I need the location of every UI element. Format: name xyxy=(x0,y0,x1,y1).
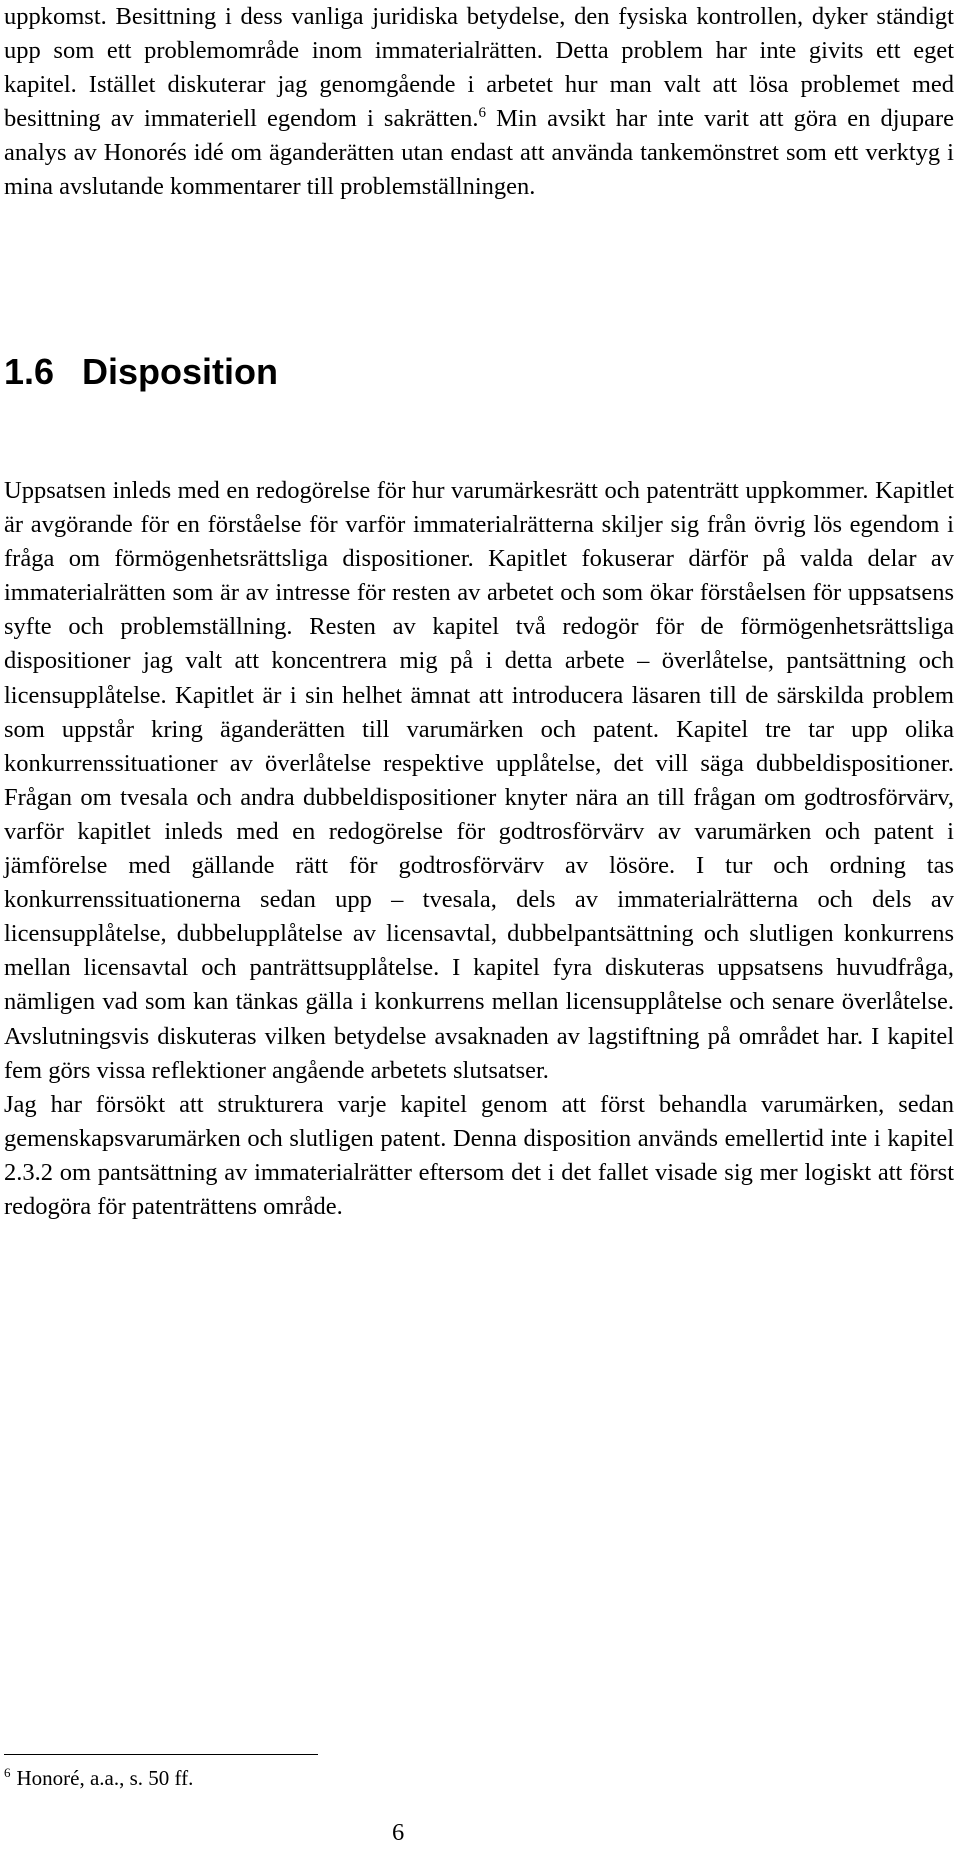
section-number: 1.6 xyxy=(4,351,55,392)
paragraph-intro-text-b: Min avsikt har inte varit att göra en djupare analys av Honorés idé om äganderätten utan endast att använda tankemönstret som ett verktyg i mina avslutande kommentarer till problemställningen. xyxy=(4,105,954,201)
section-heading xyxy=(4,350,278,394)
section-title: Disposition xyxy=(82,351,278,392)
page-number: 6 xyxy=(392,1819,405,1846)
footnote xyxy=(4,1764,193,1792)
footnote-divider xyxy=(4,1754,318,1755)
paragraph-intro-text-a: uppkomst. Besittning i dess vanliga juridiska betydelse, den fysiska kontrollen, dyker ständigt upp som ett problemområde inom immaterialrätten. Detta problem har inte givits ett eget kapitel. Istället diskuterar jag genomgående i arbetet hur man valt att lösa problemet med besittning av immateriell egendom i sakrätten. xyxy=(4,3,954,133)
footnote-text: Honoré, a.a., s. 50 ff. xyxy=(16,1766,194,1790)
paragraph-disposition: Uppsatsen inleds med en redogörelse för hur varumärkesrätt och patenträtt uppkommer. Kapitlet är avgörande för en förståelse för varför immaterialrätterna skiljer sig från övrig lös egendom i fråga om förmögenhetsrättsliga dispositioner. Kapitlet fokuserar därför på valda delar av immaterialrätten som är av intresse för resten av arbetet och som ökar förståelsen för uppsatsens syfte och problemställning. Resten av kapitel två redogör för de förmögenhetsrättsliga dispositioner jag valt att koncentrera mig på i detta arbete – överlåtelse, pantsättning och licensupplåtelse. Kapitlet är i sin helhet ämnat att introducera läsaren till de särskilda problem som uppstår kring äganderätten till varumärken och patent. Kapitel tre tar upp olika konkurrenssituationer av överlåtelse respektive upplåtelse, det vill säga dubbeldispositioner. Frågan om tvesala och andra dubbeldispositioner knyter nära an till frågan om godtrosförvärv, varför kapitlet inleds med en redogörelse för godtrosförvärv av varumärken och patent i jämförelse med gällande rätt för godtrosförvärv av lösöre. I tur och ordning tas konkurrenssituationerna sedan upp – tvesala, dels av immaterialrätterna och dels av licensupplåtelse, dubbelupplåtelse av licensavtal, dubbelpantsättning och slutligen konkurrens mellan licensavtal och panträttsupplåtelse. I kapitel fyra diskuteras uppsatsens huvudfråga, nämligen vad som kan tänkas gälla i konkurrens mellan licensupplåtelse och senare överlåtelse. Avslutningsvis diskuteras vilken betydelse avsaknaden av lagstiftning på området har. I kapitel fem görs vissa reflektioner angående arbetets slutsatser. xyxy=(4,477,954,1084)
footnote-marker: 6 xyxy=(4,1765,11,1780)
paragraph-intro xyxy=(4,0,954,205)
footnote-reference[interactable]: 6 xyxy=(478,105,486,122)
paragraph-structure: Jag har försökt att strukturera varje kapitel genom att först behandla varumärken, sedan gemenskapsvarumärken och slutligen patent. Denna disposition används emellertid inte i kapitel 2.3.2 om pantsättning av immaterialrätter eftersom det i det fallet visade sig mer logiskt att först redogöra för patenträttens område. xyxy=(4,1091,954,1221)
